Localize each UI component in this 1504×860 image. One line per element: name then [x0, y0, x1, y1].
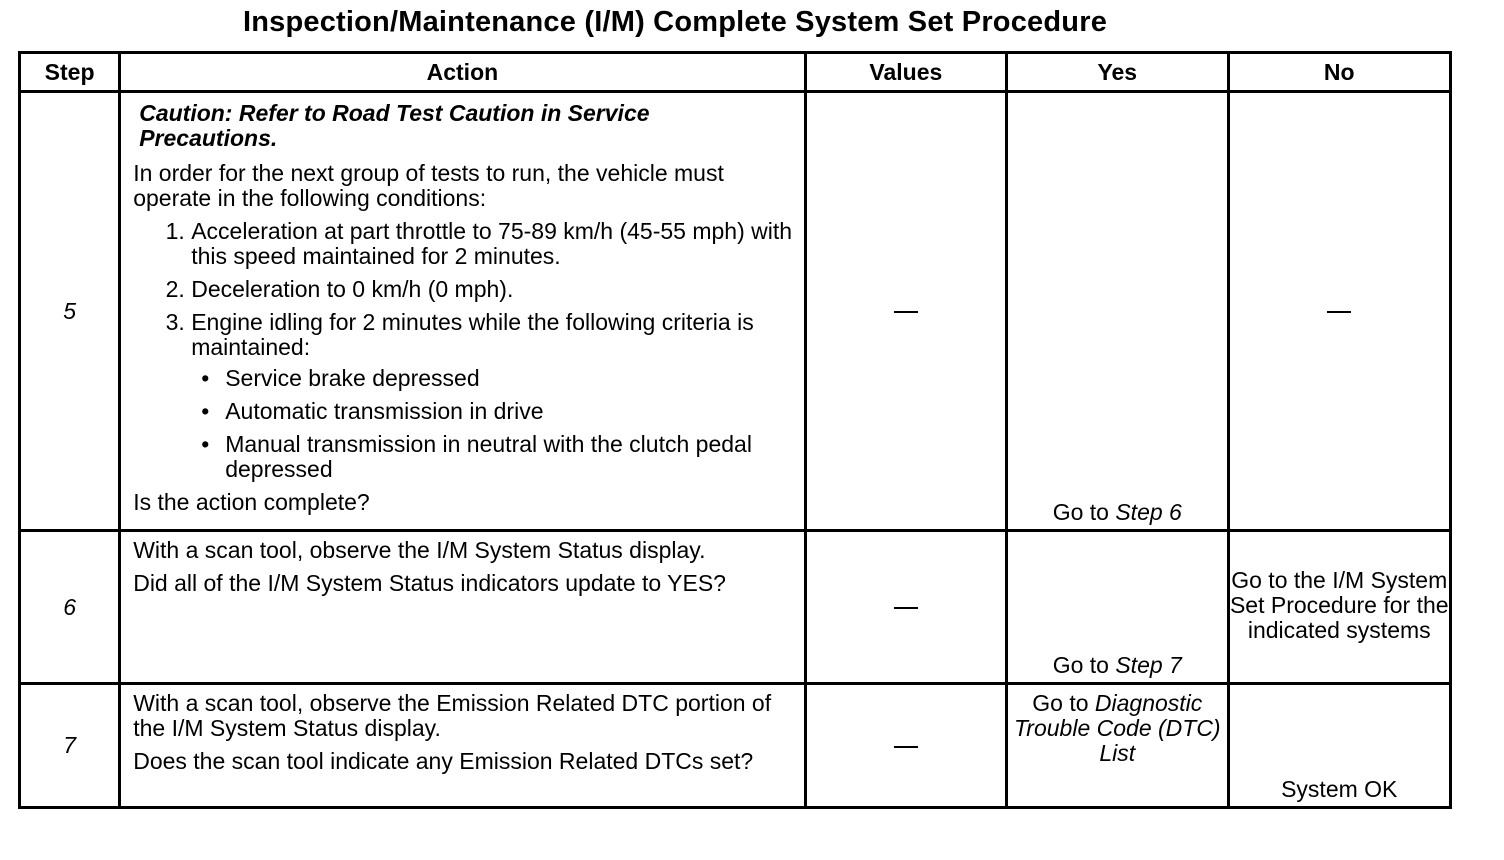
values-cell	[805, 531, 1006, 684]
list-item: 2. Deceleration to 0 km/h (0 mph).	[191, 277, 793, 302]
list-item: • Automatic transmission in drive	[225, 399, 793, 424]
header-row	[20, 53, 1451, 92]
list-item-text: Engine idling for 2 minutes while the following criteria is maintained:	[191, 309, 754, 360]
procedure-table	[18, 51, 1452, 809]
action-cell	[120, 684, 805, 808]
header-values: Values	[805, 53, 1006, 92]
caution-text: Caution: Refer to Road Test Caution in Service Precautions.	[139, 100, 650, 151]
condition-list	[133, 219, 793, 482]
list-item: 1. Acceleration at part throttle to 75-89 km/h (45-55 mph) with this speed maintained for 2 minutes.	[191, 219, 793, 269]
step-number: 7	[20, 684, 120, 808]
yes-cell	[1007, 531, 1228, 684]
action-intro: In order for the next group of tests to run, the vehicle must operate in the following conditions:	[133, 160, 724, 211]
dash-mark	[894, 607, 918, 609]
header-step: Step	[20, 53, 120, 92]
action-text: With a scan tool, observe the Emission Related DTC portion of the I/M System Status display.	[133, 690, 772, 741]
yes-cell	[1007, 684, 1228, 808]
action-text: With a scan tool, observe the I/M System Status display.	[133, 537, 706, 563]
table-row	[20, 92, 1451, 531]
page-title: Inspection/Maintenance (I/M) Complete System Set Procedure	[242, 6, 1108, 38]
dash-mark	[894, 311, 918, 313]
action-cell	[120, 92, 805, 531]
yes-dtc-link[interactable]: Diagnostic Trouble Code (DTC) List	[1013, 690, 1221, 766]
no-text: System OK	[1281, 776, 1398, 802]
table-row	[20, 684, 1451, 808]
criteria-list	[191, 366, 793, 482]
step-number: 5	[20, 92, 120, 531]
list-item: • Service brake depressed	[225, 366, 793, 391]
header-no: No	[1228, 53, 1451, 92]
no-cell	[1228, 531, 1451, 684]
no-cell	[1228, 684, 1451, 808]
table-row	[20, 531, 1451, 684]
action-cell	[120, 531, 805, 684]
yes-prefix: Go to	[1032, 690, 1089, 716]
yes-step-link[interactable]: Step 7	[1115, 652, 1182, 678]
dash-mark	[894, 746, 918, 748]
no-cell	[1228, 92, 1451, 531]
action-question: Did all of the I/M System Status indicators update to YES?	[133, 570, 726, 596]
step-number: 6	[20, 531, 120, 684]
header-yes: Yes	[1007, 53, 1228, 92]
dash-mark	[1327, 311, 1351, 313]
header-action: Action	[120, 53, 805, 92]
yes-prefix: Go to	[1052, 652, 1109, 678]
list-item: • Manual transmission in neutral with the clutch pedal depressed	[225, 432, 793, 482]
yes-cell	[1007, 92, 1228, 531]
values-cell	[805, 92, 1006, 531]
action-question: Does the scan tool indicate any Emission Related DTCs set?	[133, 748, 754, 774]
list-item	[191, 310, 793, 482]
action-question: Is the action complete?	[133, 489, 370, 515]
values-cell	[805, 684, 1006, 808]
no-text: Go to the I/M System Set Procedure for the indicated systems	[1229, 566, 1449, 643]
yes-step-link[interactable]: Step 6	[1115, 499, 1182, 525]
yes-prefix: Go to	[1052, 499, 1109, 525]
